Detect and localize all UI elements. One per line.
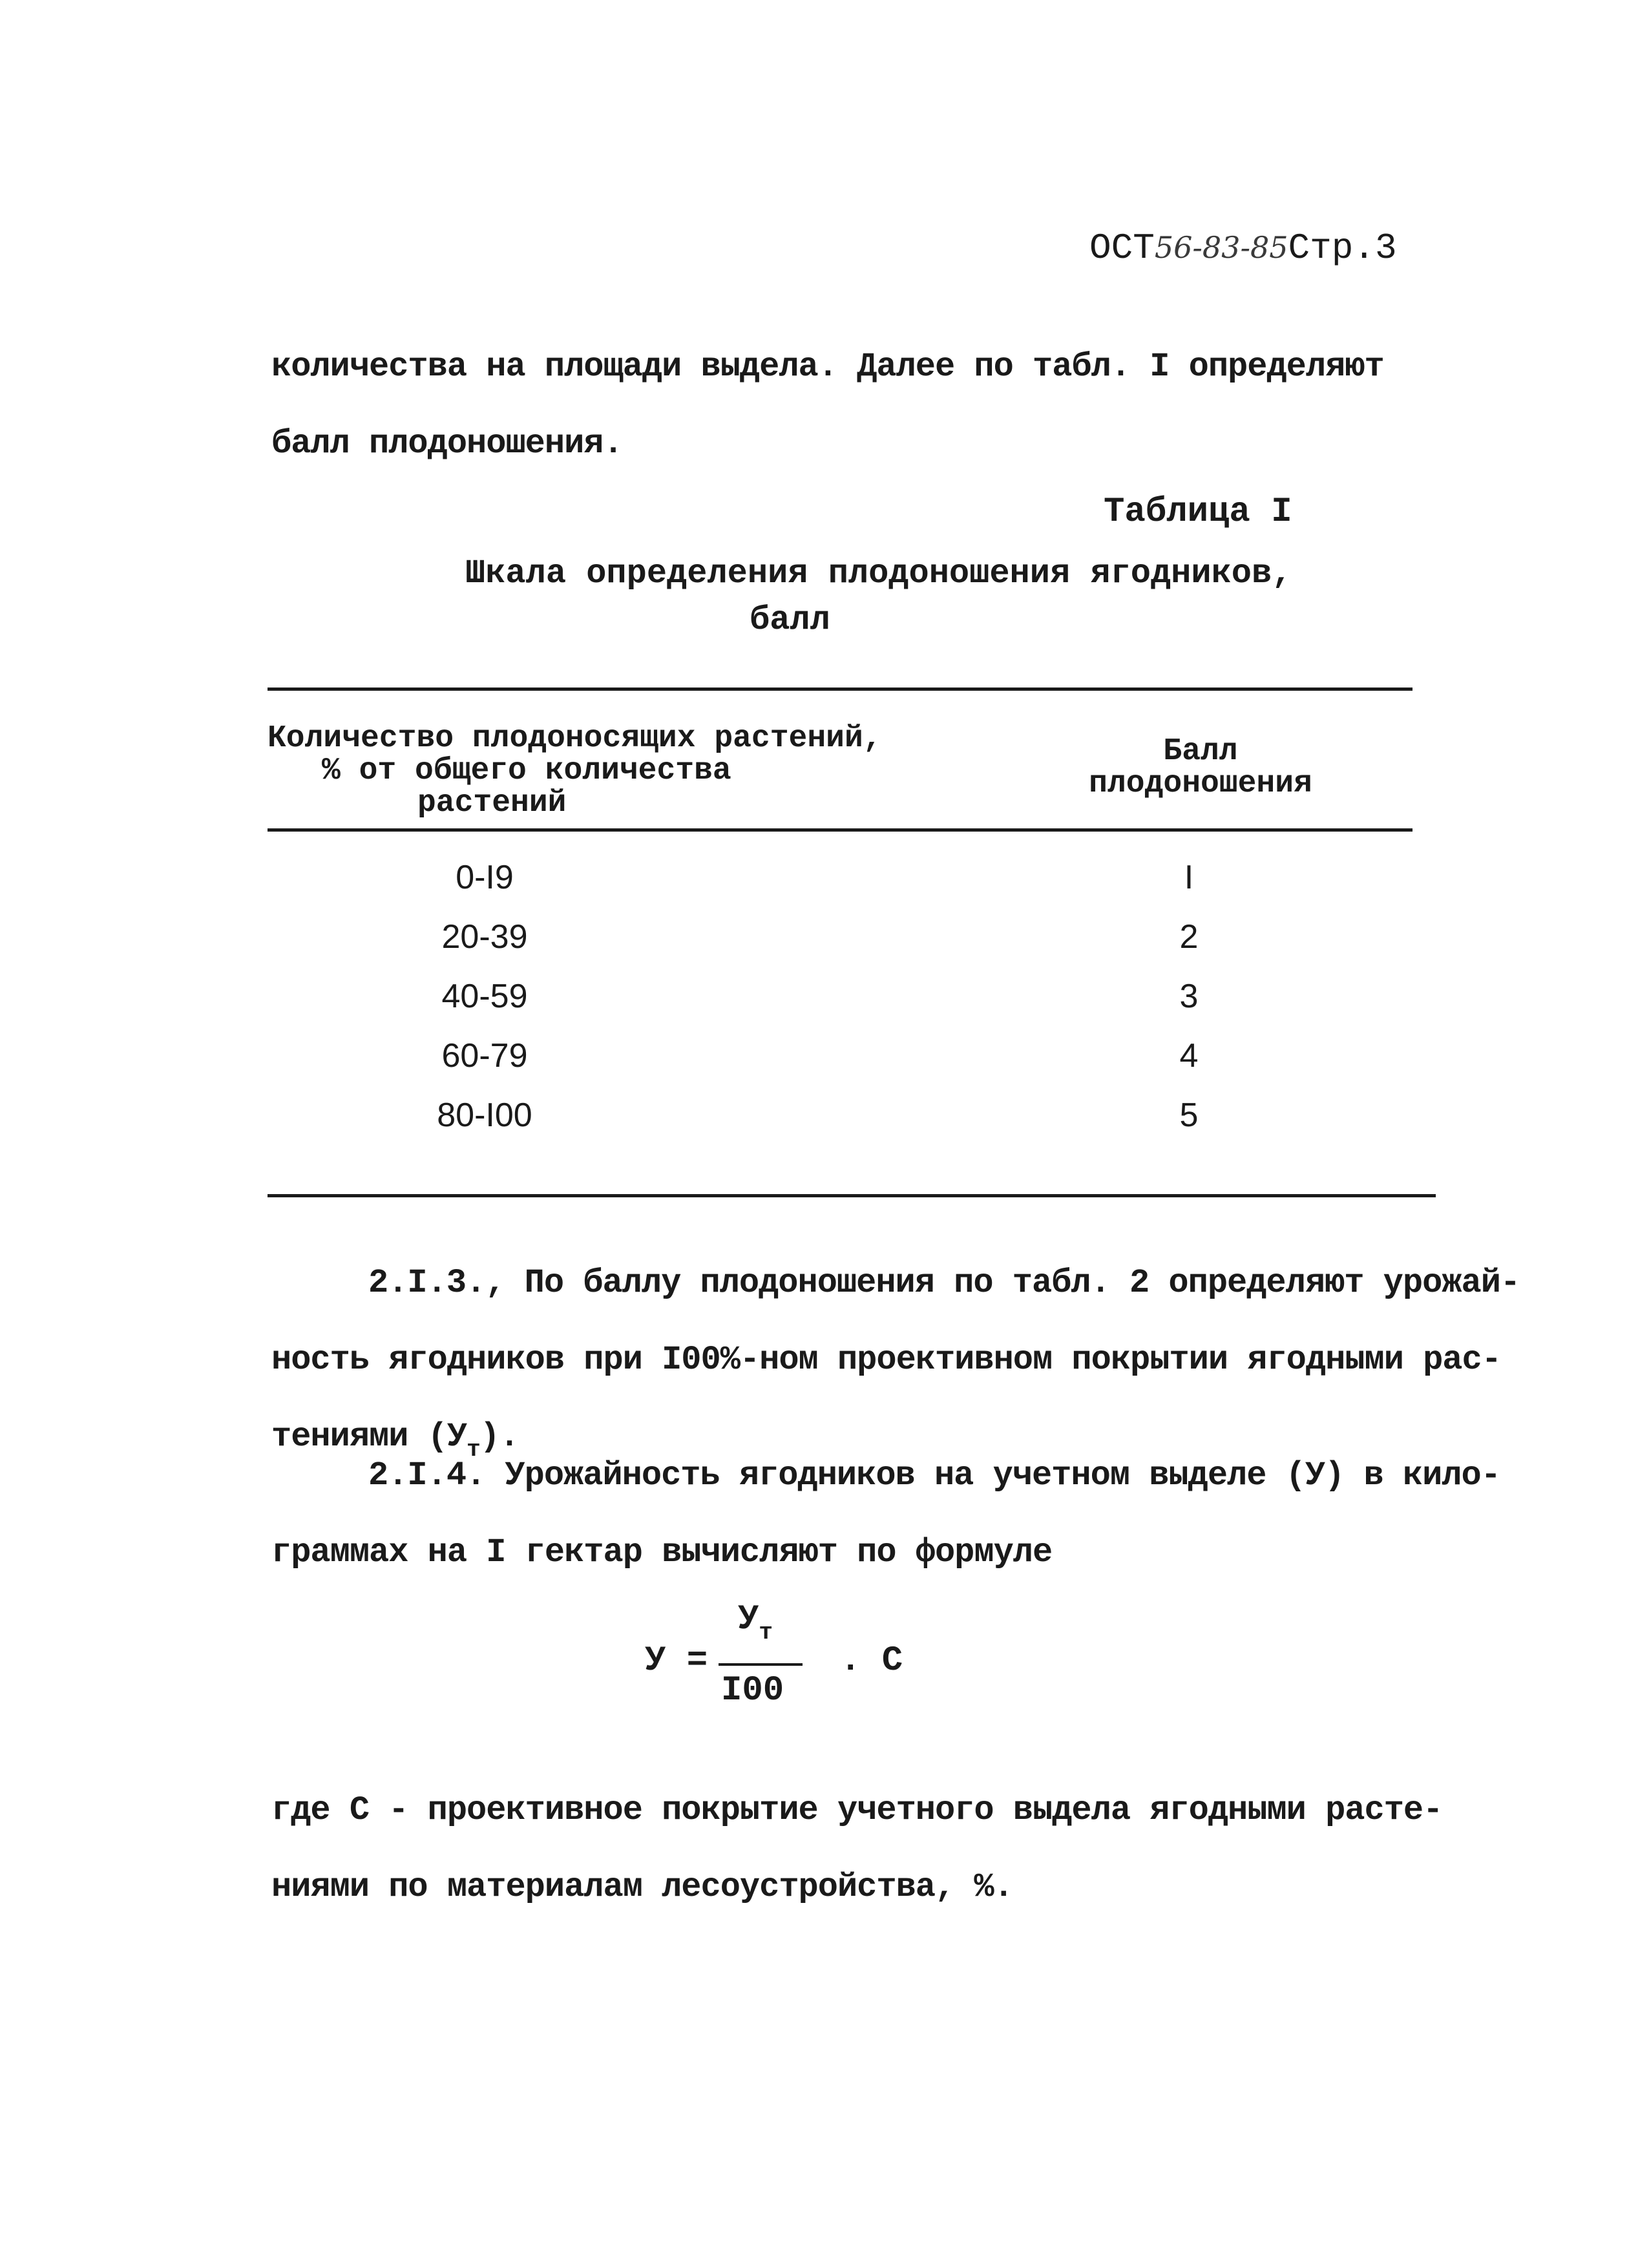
document-header	[1089, 227, 1397, 269]
header-line: плодоношения	[1089, 766, 1312, 801]
definition-paragraph	[271, 1772, 1442, 1926]
text-fragment: ).	[479, 1418, 520, 1456]
text-line: где С - проективное покрытие учетного выдела ягодными расте-	[271, 1791, 1443, 1829]
table-label: Таблица I	[1104, 492, 1292, 532]
table-cell-range: 40-59	[441, 978, 528, 1015]
table-title: Шкала определения плодоношения ягодников,	[465, 554, 1292, 593]
header-line: % от общего количества	[322, 753, 731, 788]
text-line: балл плодоношения.	[271, 425, 623, 463]
table-top-rule	[268, 688, 1413, 691]
formula-numerator	[738, 1600, 773, 1646]
table-header-rule	[268, 828, 1413, 832]
fraction-bar	[719, 1663, 803, 1666]
doc-number-handwritten: 56-83-85	[1154, 230, 1288, 265]
subscript: т	[467, 1436, 480, 1463]
table-column-header-share	[268, 722, 882, 819]
header-line: растений	[417, 786, 567, 821]
table-cell-score: 4	[1179, 1037, 1199, 1075]
formula-denominator: I00	[721, 1671, 784, 1710]
page-label: Стр.3	[1288, 227, 1397, 269]
header-line: Количество плодоносящих растений,	[268, 721, 882, 756]
table-unit: балл	[750, 601, 830, 639]
formula-numerator-main: У	[738, 1600, 759, 1639]
header-line: Балл	[1163, 734, 1238, 769]
doc-code: ОСТ	[1089, 227, 1155, 269]
table-cell-score: I	[1184, 859, 1194, 896]
table-cell-range: 80-I00	[437, 1097, 532, 1134]
table-cell-score: 2	[1179, 918, 1199, 956]
table-cell-range: 20-39	[441, 918, 528, 956]
text-line: ниями по материалам лесоустройства, %.	[271, 1868, 1013, 1906]
text-fragment: тениями (У	[271, 1418, 467, 1456]
table-cell-score: 5	[1179, 1097, 1199, 1134]
table-cell-score: 3	[1179, 978, 1199, 1015]
formula-rhs: . С	[840, 1641, 903, 1681]
table-column-header-score	[1078, 735, 1323, 800]
section-2-1-4	[271, 1437, 1500, 1591]
intro-paragraph	[271, 328, 1384, 482]
table-bottom-rule	[268, 1194, 1436, 1197]
formula-lhs: У =	[645, 1641, 708, 1681]
table-cell-range: 60-79	[441, 1037, 528, 1075]
text-line: граммах на I гектар вычисляют по формуле	[271, 1533, 1053, 1571]
formula-numerator-subscript: т	[759, 1619, 773, 1646]
text-line: ность ягодников при I00%-ном проективном покрытии ягодными рас-	[271, 1341, 1501, 1379]
text-line: количества на площади выдела. Далее по табл. I определяют	[271, 348, 1384, 386]
text-line: 2.I.3., По баллу плодоношения по табл. 2 определяют урожай-	[368, 1264, 1520, 1302]
text-line: 2.I.4. Урожайность ягодников на учетном выделе (У) в кило-	[368, 1456, 1500, 1495]
table-cell-range: 0-I9	[456, 859, 514, 896]
